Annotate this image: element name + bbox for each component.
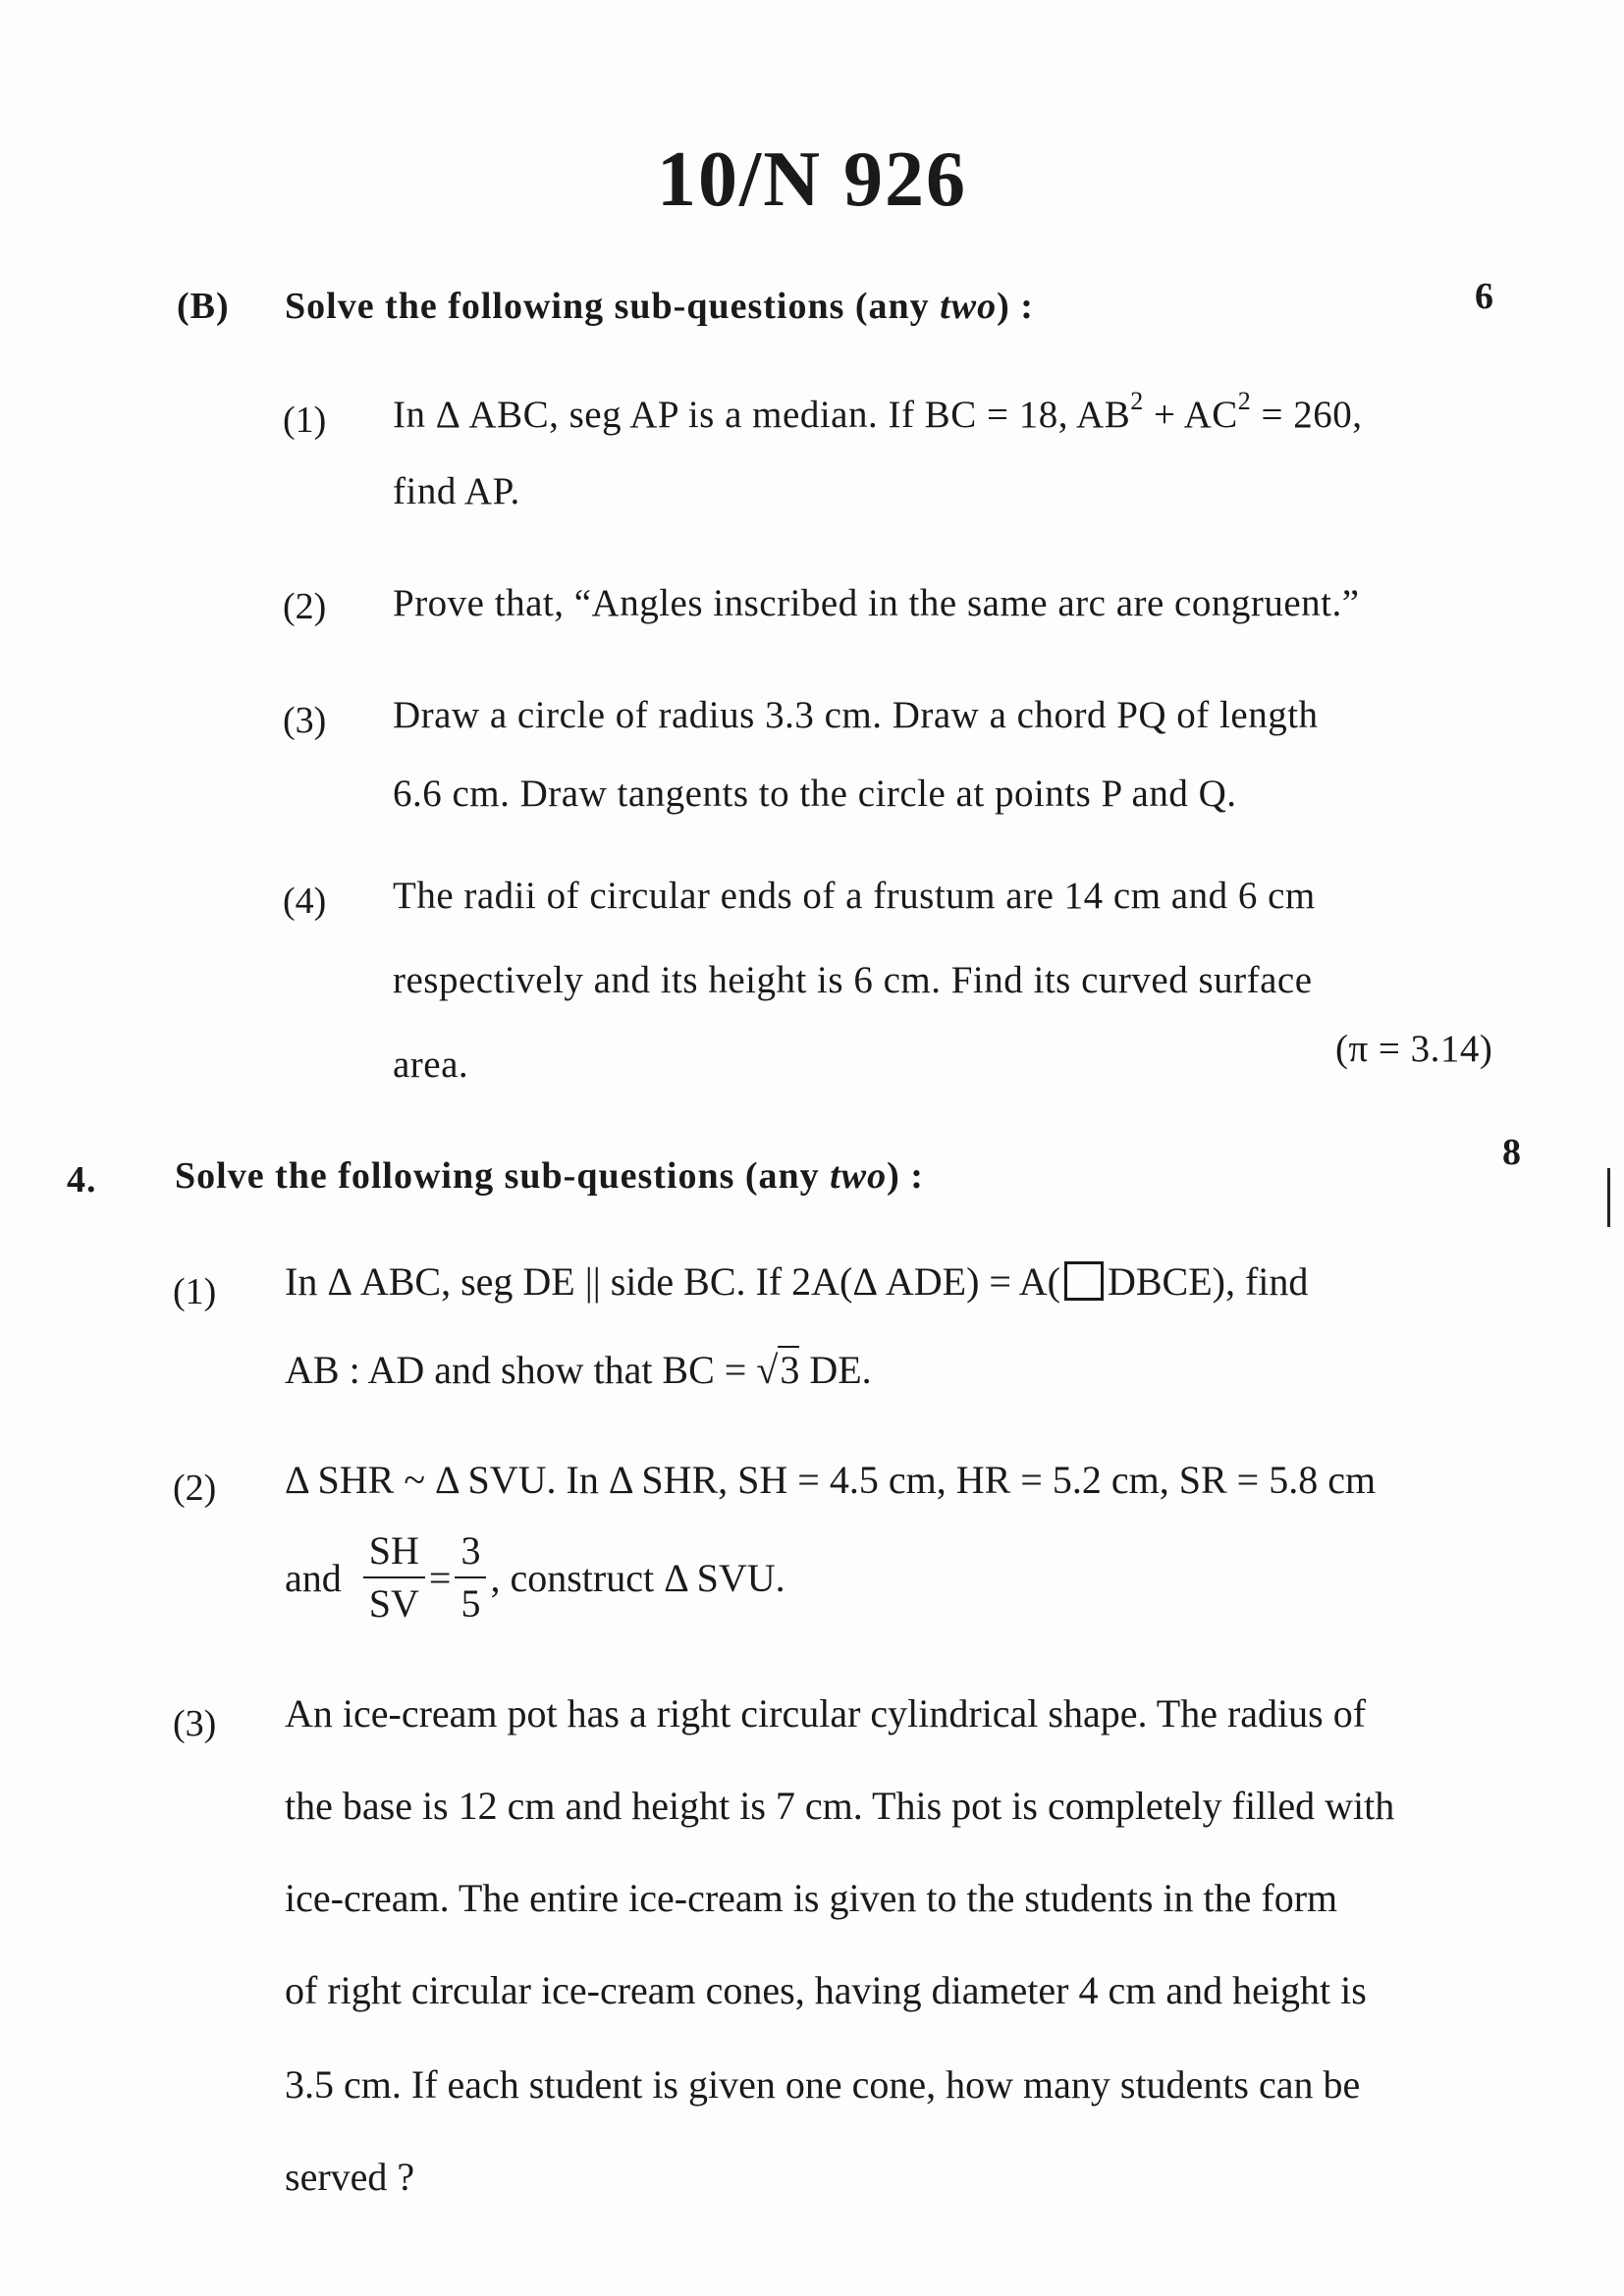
q4-2-line1: Δ SHR ~ Δ SVU. In Δ SHR, SH = 4.5 cm, HR = 5.2 cm, SR = 5.8 cm [285,1458,1377,1502]
quadrilateral-symbol [1064,1261,1104,1301]
b-q2-number: (2) [283,586,327,627]
q4-3-number: (3) [173,1703,217,1744]
q4-2-line2: and $\frac{SH}{SV}$ = $\frac{3}{5}$ , construct Δ SVU. [285,1528,785,1626]
paper-code: 10/N 926 [657,136,967,223]
b-q3-line2: 6.6 cm. Draw tangents to the circle at points P and Q. [393,773,1237,815]
q4-3-line3: ice-cream. The entire ice-cream is given to the students in the form [285,1876,1338,1920]
section-4-label: 4. [67,1159,97,1201]
q4-1-number: (1) [173,1271,217,1312]
b-q4-line3: area. [393,1043,469,1086]
b-q3-line1: Draw a circle of radius 3.3 cm. Draw a chord PQ of length [393,694,1319,736]
q4-3-line1: An ice-cream pot has a right circular cylindrical shape. The radius of [285,1691,1367,1735]
q4-2-number: (2) [173,1468,217,1509]
b-q1-line2: find AP. [393,470,520,512]
q4-3-line2: the base is 12 cm and height is 7 cm. This pot is completely filled with [285,1784,1395,1828]
section-b-marks: 6 [1475,276,1493,317]
b-q2-text: Prove that, “Angles inscribed in the same arc are congruent.” [393,582,1360,624]
b-q4-line2: respectively and its height is 6 cm. Find its curved surface [393,959,1313,1001]
fraction-3-5: $\frac{3}{5}$ [455,1531,486,1624]
q4-3-line6: served ? [285,2155,415,2199]
sqrt-radicand: 3 [780,1348,800,1392]
b-q4-number: (4) [283,881,327,922]
q4-1-line2: AB : AD and show that BC = √3 DE. [285,1348,872,1392]
margin-mark [1607,1168,1610,1227]
section-b-heading: Solve the following sub-questions (any two) : [285,286,1034,327]
section-b-label: (B) [177,286,230,327]
b-q1-number: (1) [283,400,327,441]
b-q4-pi-note: (π = 3.14) [1335,1028,1493,1070]
q4-3-line5: 3.5 cm. If each student is given one cone, how many students can be [285,2062,1361,2107]
section-4-heading: Solve the following sub-questions (any two) : [175,1155,924,1197]
b-q3-number: (3) [283,700,327,741]
b-q4-line1: The radii of circular ends of a frustum are 14 cm and 6 cm [393,875,1316,917]
section-4-marks: 8 [1502,1132,1521,1173]
q4-3-line4: of right circular ice-cream cones, having diameter 4 cm and height is [285,1968,1367,2012]
q4-1-line1: In Δ ABC, seg DE || side BC. If 2A(Δ ADE) = A( DBCE), find [285,1259,1309,1304]
b-q1-line1: In Δ ABC, seg AP is a median. If BC = 18, $AB^2 + AC^2 = 260$, [393,387,1363,436]
fraction-sh-sv: $\frac{SH}{SV}$ [363,1531,425,1624]
